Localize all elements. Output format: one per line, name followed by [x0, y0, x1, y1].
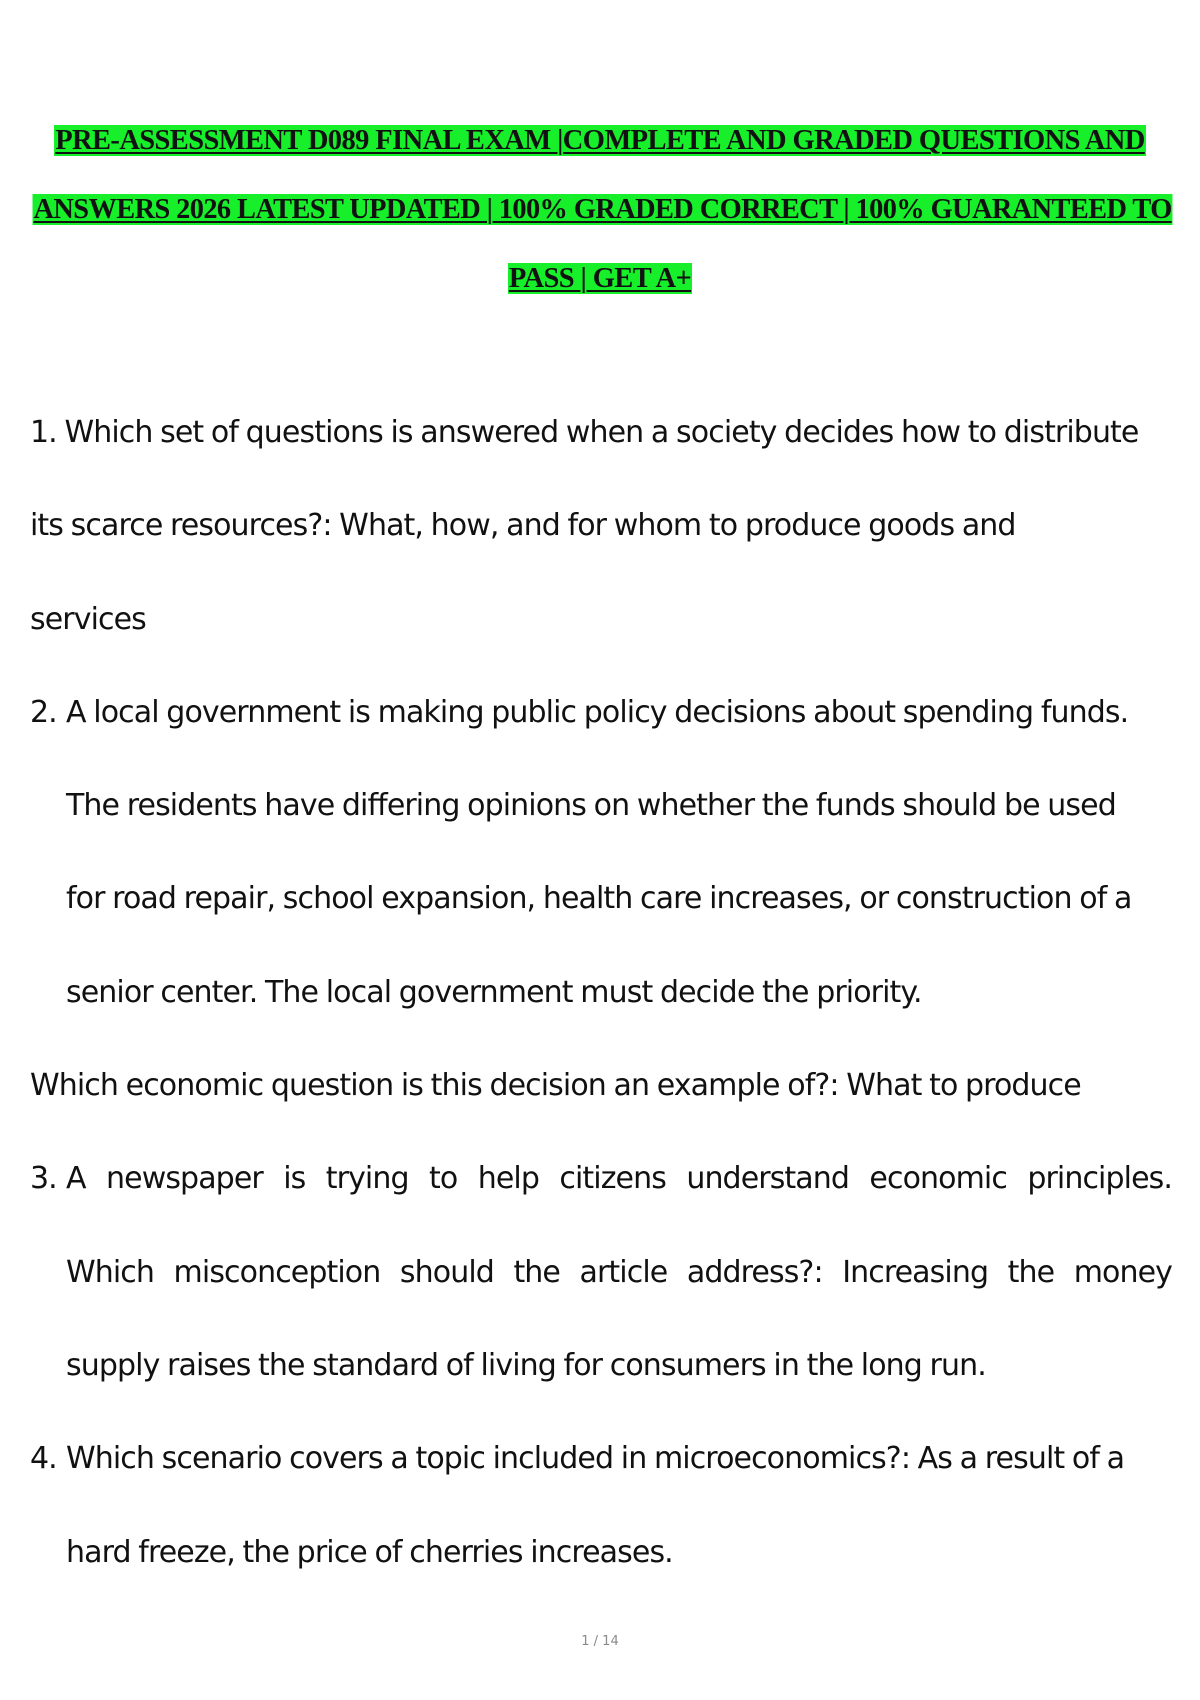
question-3-number: 3. — [30, 1161, 57, 1197]
question-3-line-1 — [30, 1157, 1172, 1250]
question-2-line-2 — [30, 784, 1172, 877]
question-3-line-3 — [30, 1344, 1172, 1437]
question-2-line-1 — [30, 691, 1172, 784]
question-1-number: 1. — [30, 415, 57, 450]
question-4-line-2 — [30, 1531, 1172, 1624]
question-3-text-1: A newspaper is trying to help citizens understand economic principles. — [66, 1161, 1172, 1197]
question-3-text-2: Which misconception should the article address?: Increasing the money — [66, 1254, 1172, 1290]
title-line-3 — [30, 256, 1170, 325]
question-1-text-2: its scarce resources?: What, how, and for whom to produce goods and — [30, 508, 1016, 544]
question-list — [30, 411, 1172, 1624]
question-3-text-3: supply raises the standard of living for consumers in the long run. — [66, 1347, 986, 1383]
question-2-text-3: for road repair, school expansion, health care increases, or construction of a — [66, 881, 1132, 917]
question-1-text-1: Which set of questions is answered when a society decides how to distribute — [64, 415, 1139, 450]
question-2-text-2: The residents have differing opinions on whether the funds should be used — [66, 788, 1116, 824]
title-line-2 — [33, 187, 1172, 256]
title-line-2-text: ANSWERS 2026 LATEST UPDATED | 100% GRADED CORRECT | 100% GUARANTEED TO — [33, 194, 1172, 225]
question-1-text-3: services — [30, 601, 146, 637]
title-line-1-text: PRE-ASSESSMENT D089 FINAL EXAM |COMPLETE AND GRADED QUESTIONS AND — [55, 125, 1145, 156]
question-4-line-1 — [30, 1437, 1172, 1530]
question-4-number: 4. — [30, 1441, 57, 1477]
question-1-line-3 — [30, 598, 1172, 691]
question-2-text-4: senior center. The local government must decide the priority. — [66, 974, 922, 1010]
question-1-line-1 — [30, 411, 1172, 504]
question-2-text-1: A local government is making public policy decisions about spending funds. — [66, 694, 1129, 730]
question-2-text-5: Which economic question is this decision an example of?: What to produce — [30, 1068, 1081, 1104]
question-2-line-4 — [30, 971, 1172, 1064]
question-2-line-3 — [30, 877, 1172, 970]
question-4-text-2: hard freeze, the price of cherries increases. — [66, 1534, 673, 1570]
question-2-number: 2. — [30, 694, 57, 730]
title-line-1 — [30, 118, 1170, 187]
document-title — [30, 118, 1170, 325]
question-4-text-1: Which scenario covers a topic included in microeconomics?: As a result of a — [66, 1441, 1125, 1477]
question-3-line-2 — [30, 1251, 1172, 1344]
page-indicator: 1 / 14 — [581, 1634, 619, 1649]
question-2-line-5 — [30, 1064, 1172, 1157]
question-1-line-2 — [30, 504, 1172, 597]
title-line-3-text: PASS | GET A+ — [508, 263, 692, 294]
